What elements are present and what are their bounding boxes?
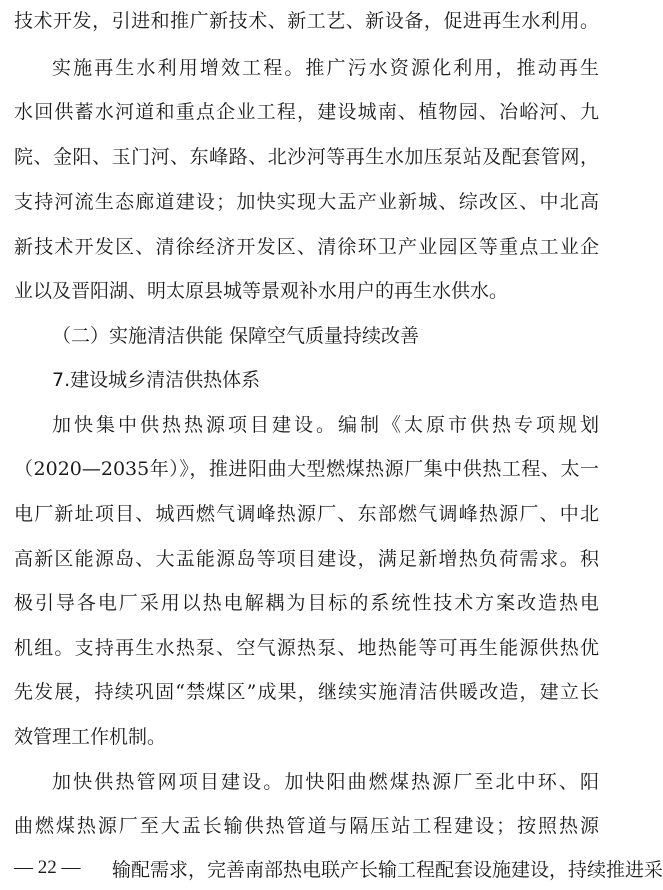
body-text-line: 机组。支持再生水热泵、空气源热泵、地热能等可再生能源供热优 [14,637,599,659]
body-text-line: 技术开发，引进和推广新技术、新工艺、新设备，促进再生水利用。 [14,10,599,32]
section-heading: （二）实施清洁供能 保障空气质量持续改善 [52,325,420,347]
body-text-line: 支持河流生态廊道建设；加快实现大盂产业新城、综改区、中北高 [14,191,599,213]
body-text-line: 电厂新址项目、城西燃气调峰热源厂、东部燃气调峰热源厂、中北 [14,503,599,525]
body-text-line: 先发展，持续巩固“禁煤区”成果，继续实施清洁供暖改造，建立长 [14,681,599,703]
body-text-line: 新技术开发区、清徐经济开发区、清徐环卫产业园区等重点工业企 [14,236,599,258]
body-text-line: 曲燃煤热源厂至大盂长输供热管道与隔压站工程建设；按照热源 [14,815,599,837]
body-text-line: 院、金阳、玉门河、东峰路、北沙河等再生水加压泵站及配套管网， [14,146,599,168]
body-text-line: 实施再生水利用增效工程。推广污水资源化利用，推动再生 [52,57,599,79]
subsection-heading: 7.建设城乡清洁供热体系 [52,369,261,391]
page-number: — 22 — [14,857,81,878]
body-text-line: 效管理工作机制。 [14,726,167,748]
body-text-line: 极引导各电厂采用以热电解耦为目标的系统性技术方案改造热电 [14,592,599,614]
body-text-line: 加快供热管网项目建设。加快阳曲燃煤热源厂至北中环、阳 [52,771,599,793]
body-text-line: （2020—2035年）》，推进阳曲大型燃煤热源厂集中供热工程、太一 [14,458,599,480]
body-text-line: 加快集中供热热源项目建设。编制《太原市供热专项规划 [52,414,599,436]
body-text-line: 业以及晋阳湖、明太原县城等景观补水用户的再生水供水。 [14,280,509,302]
body-text-line: 输配需求，完善南部热电联产长输工程配套设施建设，持续推进采 [112,859,663,881]
body-text-line: 水回供蓄水河道和重点企业工程，建设城南、植物园、冶峪河、九 [14,101,599,123]
body-text-line: 高新区能源岛、大盂能源岛等项目建设，满足新增热负荷需求。积 [14,548,599,570]
